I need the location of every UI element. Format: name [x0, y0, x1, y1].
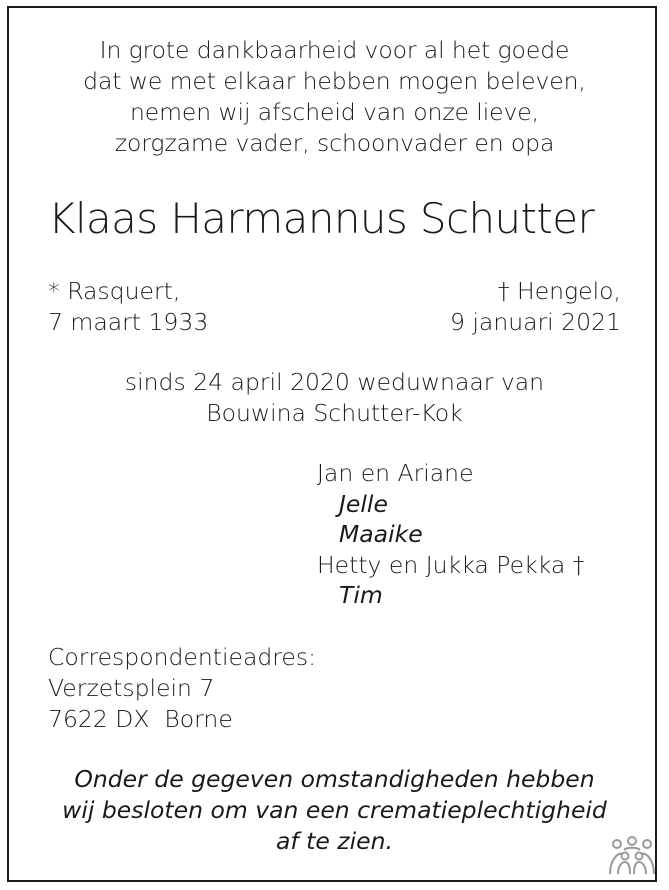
grandchild-name: Jelle [339, 489, 388, 518]
family-member: Jan en Ariane [317, 459, 474, 487]
birth-date: 7 maart 1933 [48, 308, 209, 336]
family-member: Hetty en Jukka Pekka † [317, 550, 585, 579]
widower-line: sinds 24 april 2020 weduwnaar van [124, 368, 545, 396]
deceased-name: Klaas Harmannus Schutter [48, 194, 595, 243]
birth-place: * Rasquert, [48, 277, 181, 305]
death-date: 9 januari 2021 [449, 308, 621, 336]
address-label: Correspondentieadres: [48, 643, 317, 671]
intro-line: dat we met elkaar hebben mogen beleven, [83, 67, 586, 95]
birth-info [48, 276, 208, 338]
address-city: 7622 DX Borne [48, 705, 233, 733]
intro-line: zorgzame vader, schoonvader en opa [114, 129, 555, 157]
intro-text [0, 35, 669, 159]
death-info [450, 276, 621, 338]
spouse-name: Bouwina Schutter-Kok [206, 399, 463, 427]
closing-line: af te zien. [276, 827, 393, 855]
address-street: Verzetsplein 7 [48, 674, 215, 702]
intro-line: nemen wij afscheid van onze lieve, [129, 98, 540, 126]
grandchild-name: Maaike [339, 520, 423, 548]
intro-line: In grote dankbaarheid voor al het goede [99, 36, 570, 64]
family-list [317, 458, 584, 611]
correspondence-address [48, 642, 316, 735]
death-place: † Hengelo, [497, 277, 621, 305]
closing-text [0, 764, 669, 857]
family-figures-icon [608, 836, 656, 876]
closing-line: wij besloten om van een crematieplechtigheid [62, 796, 607, 824]
widower-text [0, 367, 669, 429]
grandchild-name: Tim [339, 581, 383, 609]
closing-line: Onder de gegeven omstandigheden hebben [74, 765, 595, 793]
